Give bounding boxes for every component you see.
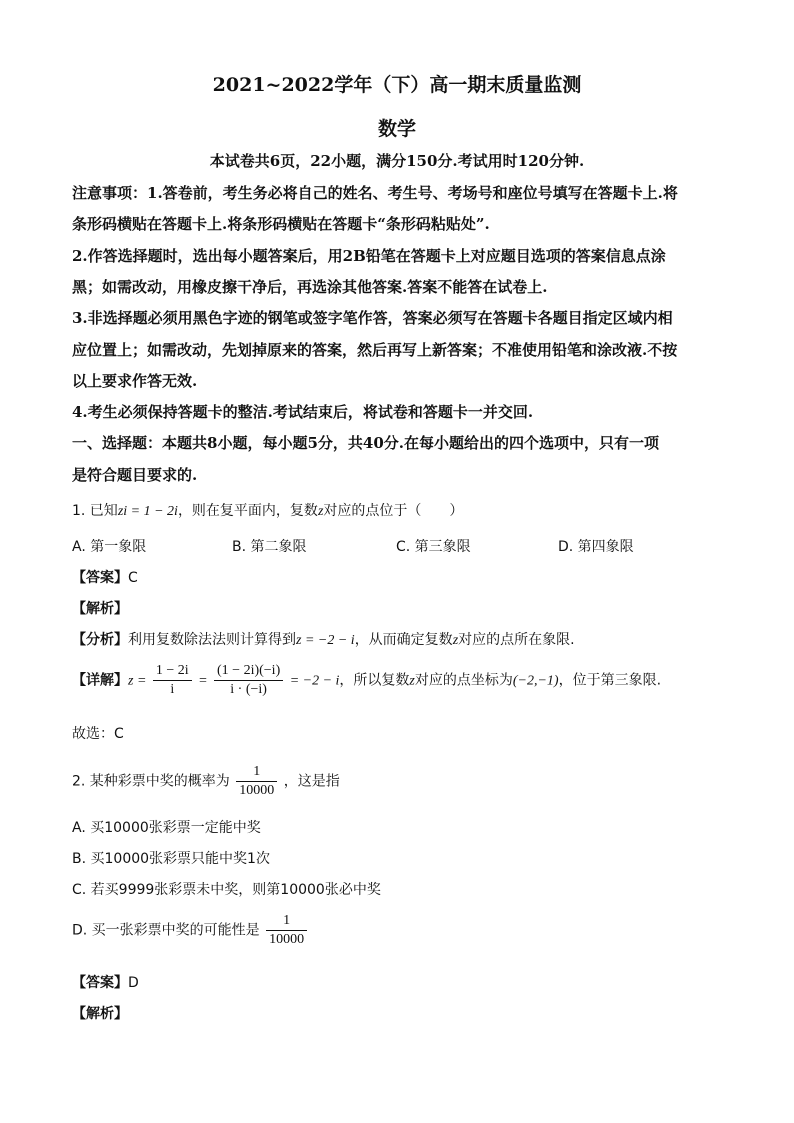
section-heading-line-1: 一、选择题：本题共8小题，每小题5分，共40分.在每小题给出的四个选项中，只有一项 — [72, 434, 659, 452]
notes-line-5: 3.非选择题必须用黑色字迹的钢笔或签字笔作答，答案必须写在答题卡各题目指定区域内相 — [72, 309, 673, 327]
q2-option-c: C. 若买9999张彩票未中奖，则第10000张必中奖 — [72, 882, 381, 898]
q2-fraction: $\frac{1}{10000}$ — [236, 763, 277, 800]
question-1-stem: 1. 已知zi = 1 − 2i，则在复平面内，复数z对应的点位于（ ） — [72, 503, 464, 519]
q1-answer: 【答案】C — [72, 570, 138, 586]
q1-fraction-2: $\frac{(1 - 2i)(-i)}{i \cdot (-i)}$ — [214, 662, 283, 699]
exam-info: 本试卷共6页，22小题，满分150分.考试用时120分钟. — [209, 152, 585, 170]
q1-option-c: C. 第三象限 — [396, 539, 471, 555]
q1-detail: 【详解】z = $\frac{1 - 2i}{i}$ = $\frac{(1 - 2i)(-i)}{i \cdot (-i)}$ = −2 − i，所以复数z对应的点坐标为(−2,−1)，位于第三象限. — [72, 663, 662, 697]
q1-option-d: D. 第四象限 — [558, 539, 634, 555]
q2-analysis-tag: 【解析】 — [72, 1006, 128, 1022]
q1-analysis-tag: 【解析】 — [72, 601, 128, 617]
q1-option-b: B. 第二象限 — [232, 539, 307, 555]
q1-equation: zi = 1 − 2i — [117, 504, 178, 519]
notes-line-1: 注意事项：1.答卷前，考生务必将自己的姓名、考生号、考场号和座位号填写在答题卡上.将 — [72, 184, 678, 202]
subject-title: 数学 — [377, 118, 416, 140]
q2-option-b: B. 买10000张彩票只能中奖1次 — [72, 851, 270, 867]
exam-title: 2021~2022学年（下）高一期末质量监测 — [212, 74, 582, 96]
q1-choose: 故选：C — [72, 726, 124, 742]
q1-option-a: A. 第一象限 — [72, 539, 147, 555]
notes-line-3: 2.作答选择题时，选出每小题答案后，用2B铅笔在答题卡上对应题目选项的答案信息点涂 — [72, 247, 666, 265]
q1-fraction-1: $\frac{1 - 2i}{i}$ — [153, 662, 192, 699]
q2-option-d-fraction: $\frac{1}{10000}$ — [266, 912, 307, 949]
question-2-stem: 2. 某种彩票中奖的概率为 $\frac{1}{10000}$ ，这是指 — [72, 764, 340, 798]
notes-line-8: 4.考生必须保持答题卡的整洁.考试结束后，将试卷和答题卡一并交回. — [72, 403, 534, 421]
notes-line-7: 以上要求作答无效. — [72, 372, 198, 390]
notes-line-4: 黑；如需改动，用橡皮擦干净后，再选涂其他答案.答案不能答在试卷上. — [72, 278, 548, 296]
q2-option-a: A. 买10000张彩票一定能中奖 — [72, 820, 261, 836]
notes-line-2: 条形码横贴在答题卡上.将条形码横贴在答题卡“条形码粘贴处”. — [72, 215, 490, 233]
notes-line-6: 应位置上；如需改动，先划掉原来的答案，然后再写上新答案；不准使用铅笔和涂改液.不按 — [72, 341, 678, 359]
q2-option-d: D. 买一张彩票中奖的可能性是 $\frac{1}{10000}$ — [72, 912, 722, 949]
q2-answer: 【答案】D — [72, 975, 139, 991]
q1-fenxi: 【分析】利用复数除法法则计算得到z = −2 − i，从而确定复数z对应的点所在象限. — [72, 632, 575, 648]
section-heading-line-2: 是符合题目要求的. — [72, 466, 198, 484]
